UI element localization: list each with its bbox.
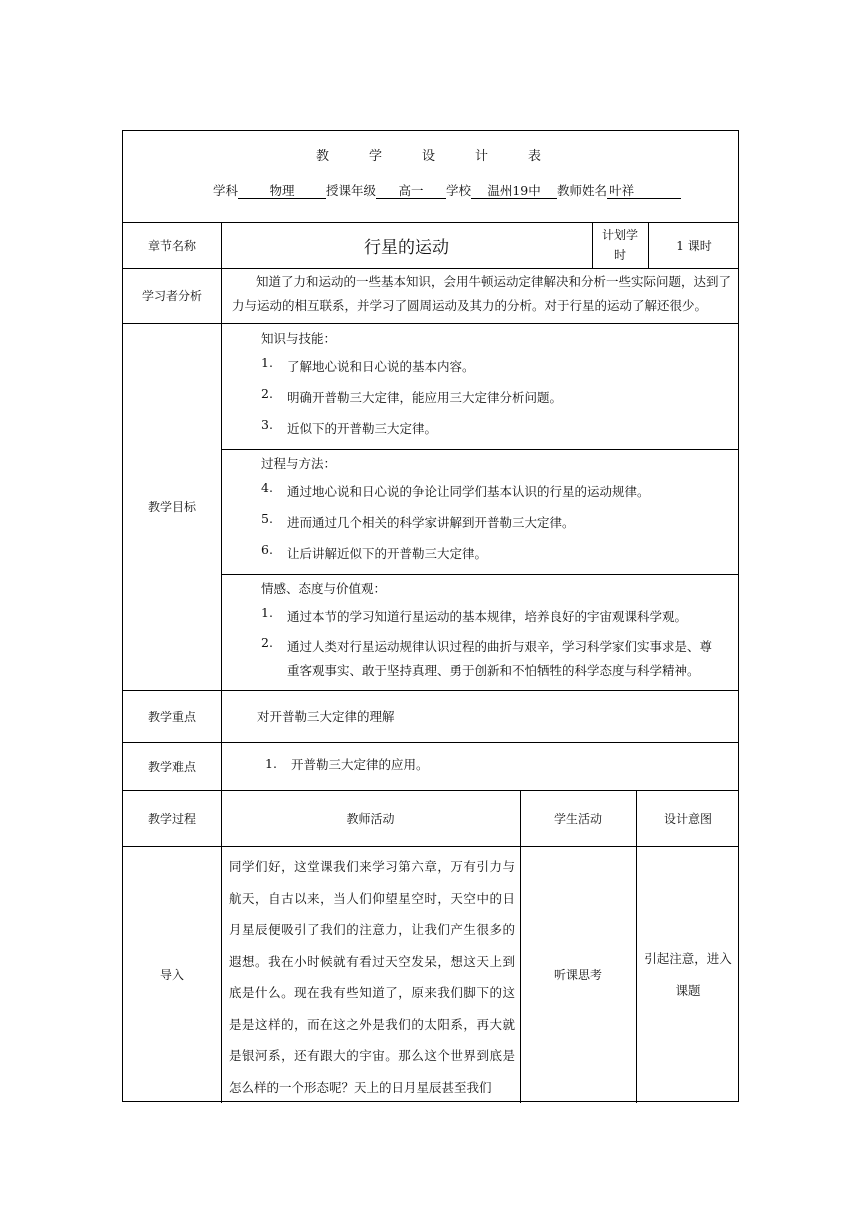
intro-student-text: 听课思考 [553,968,602,982]
objective-section-title: 情感、态度与价值观： [261,581,387,596]
plan-hours-label-line: 时 [613,248,626,262]
learner-analysis-text: 知道了力和运动的一些基本知识，会用牛顿运动定律解决和分析一些实际问题，达到了力与运动的相互联系，并学习了圆周运动及其力的分析。对于行星的运动了解还很少。 [232,274,732,313]
item-number: 2. [261,386,273,401]
difficulty-item [265,756,565,774]
key-point-text: 对开普勒三大定律的理解 [257,709,395,724]
student-activity-header: 学生活动 [553,811,602,826]
item-number: 1. [265,756,277,771]
chapter-name: 行星的运动 [364,237,449,258]
objective-section-title: 知识与技能： [261,331,337,346]
item-number: 4. [261,480,273,495]
row-divider [221,574,738,575]
item-text: 让后讲解近似下的开普勒三大定律。 [287,546,488,561]
item-number: 1. [261,355,273,370]
grade-value: 高一 [376,184,446,199]
objective-item [261,480,721,504]
subject-value: 物理 [238,184,326,199]
item-text: 进而通过几个相关的科学家讲解到开普勒三大定律。 [287,515,575,530]
objective-item [261,635,723,683]
plan-hours-label [592,222,648,268]
plan-hours-label-line: 计划学 [601,228,638,242]
title-char: 教 [315,149,333,164]
objective-item [261,605,723,629]
item-text: 通过本节的学习知道行星运动的基本规律，培养良好的宇宙观课科学观。 [287,609,688,624]
objectives-label: 教学目标 [147,500,196,514]
item-text: 近似下的开普勒三大定律。 [287,421,438,436]
teacher-value: 叶祥 [607,184,681,199]
course-info-line [213,181,681,199]
difficulty-label: 教学难点 [147,759,196,774]
teacher-label: 教师姓名 [557,183,608,198]
teacher-activity-header: 教师活动 [346,811,395,826]
intro-intent-text [636,846,740,1103]
item-number: 2. [261,635,273,650]
objective-item [261,511,721,535]
objective-item [261,542,721,566]
column-divider [221,222,222,1103]
school-value: 温州19中 [471,184,557,199]
item-number: 6. [261,542,273,557]
process-label: 教学过程 [147,811,196,826]
key-point-label: 教学重点 [147,709,196,724]
title-char: 学 [368,149,386,164]
intent-line: 引起注意，进入 [644,950,732,966]
plan-hours-value: 1 课时 [676,238,712,253]
school-label: 学校 [446,183,472,198]
item-number: 1. [261,605,273,620]
item-text: 了解地心说和日心说的基本内容。 [287,359,475,374]
item-number: 3. [261,417,273,432]
intent-line: 课题 [675,982,701,998]
item-text: 通过人类对行星运动规律认识过程的曲折与艰辛，学习科学家们实事求是、尊重客观事实、敢于坚持真理、勇于创新和不怕牺牲的科学态度与科学精神。 [287,639,713,678]
objective-item [261,355,721,379]
title-char: 计 [475,149,493,164]
subject-label: 学科 [213,183,239,198]
item-text: 明确开普勒三大定律，能应用三大定律分析问题。 [287,390,563,405]
objective-item [261,417,721,441]
item-number: 5. [261,511,273,526]
table-title [123,145,738,164]
chapter-label: 章节名称 [147,238,196,253]
item-text: 开普勒三大定律的应用。 [291,757,429,772]
intro-label: 导入 [159,968,184,982]
intro-teacher-text: 同学们好，这堂课我们来学习第六章，万有引力与航天，自古以来，当人们仰望星空时，天空中的日月星辰便吸引了我们的注意力，让我们产生很多的遐想。我在小时候就有看过天空发呆，想这天上到底是什么。现在我有些知道了，原来我们脚下的这是是这样的，而在这之外是我们的太阳系，再大就是银河系，还有跟大的宇宙。那么这个世界到底是怎么样的一个形态呢？天上的日月星辰甚至我们 [229,859,515,1095]
row-divider [221,449,738,450]
title-char: 设 [421,149,439,164]
item-text: 通过地心说和日心说的争论让同学们基本认识的行星的运动规律。 [287,484,650,499]
objective-item [261,386,721,410]
design-intent-header: 设计意图 [663,811,712,826]
objective-section-title: 过程与方法： [261,456,337,471]
lesson-design-table [122,130,739,1102]
title-char: 表 [528,149,546,164]
grade-label: 授课年级 [326,183,377,198]
learner-analysis-label: 学习者分析 [141,289,202,303]
